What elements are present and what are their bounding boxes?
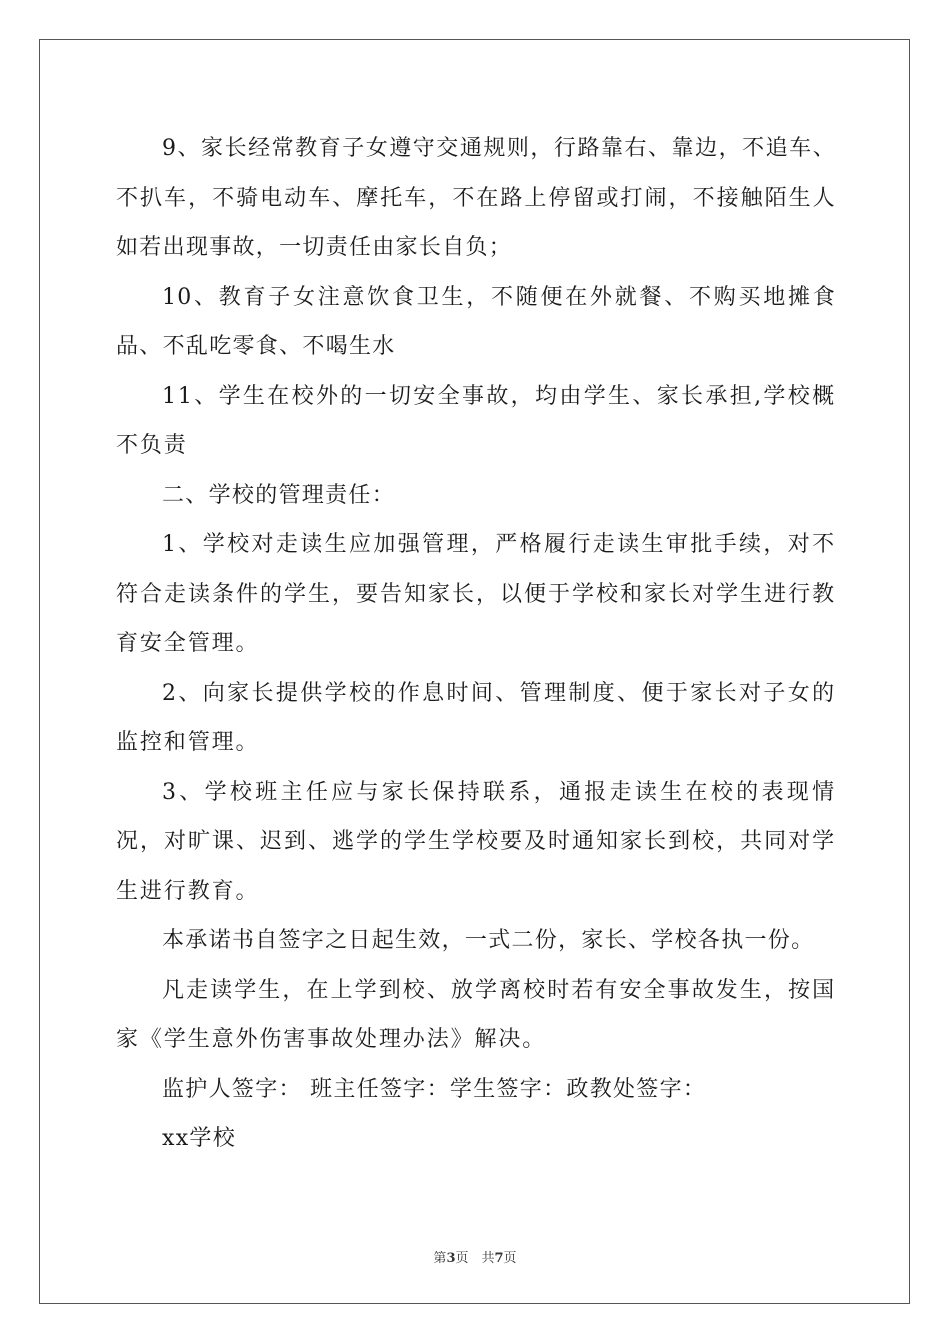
paragraph-item-11: 11、学生在校外的一切安全事故，均由学生、家长承担,学校概不负责 bbox=[116, 383, 836, 458]
paragraph-school-item-2: 2、向家长提供学校的作息时间、管理制度、便于家长对子女的监控和管理。 bbox=[116, 680, 836, 755]
paragraph-school-item-1: 1、学校对走读生应加强管理，严格履行走读生审批手续，对不符合走读条件的学生，要告知家长，以便于学校和家长对学生进行教育安全管理。 bbox=[116, 532, 836, 656]
page-footer bbox=[0, 1247, 950, 1266]
paragraph-item-9: 9、家长经常教育子女遵守交通规则，行路靠右、靠边，不追车、不扒车，不骑电动车、摩托车，不在路上停留或打闹，不接触陌生人如若出现事故，一切责任由家长自负； bbox=[116, 136, 836, 260]
signature-line: 监护人签字： 班主任签字：学生签字：政教处签字： bbox=[162, 1076, 707, 1102]
page-suffix: 页 bbox=[503, 1251, 517, 1266]
page-prefix: 第 bbox=[433, 1251, 447, 1266]
school-name: xx学校 bbox=[162, 1126, 237, 1151]
page-mid: 页 共 bbox=[455, 1251, 495, 1266]
paragraph-effective-clause: 本承诺书自签字之日起生效，一式二份，家长、学校各执一份。 bbox=[162, 928, 815, 953]
paragraph-accident-clause: 凡走读学生，在上学到校、放学离校时若有安全事故发生，按国家《学生意外伤害事故处理办法》解决。 bbox=[116, 977, 836, 1052]
paragraph-school-item-3: 3、学校班主任应与家长保持联系，通报走读生在校的表现情况，对旷课、迟到、逃学的学生学校要及时通知家长到校，共同对学生进行教育。 bbox=[116, 779, 836, 904]
paragraph-item-10: 10、教育子女注意饮食卫生，不随便在外就餐、不购买地摊食品、不乱吃零食、不喝生水 bbox=[116, 284, 836, 359]
document-body bbox=[116, 124, 836, 1164]
page-total-number: 7 bbox=[494, 1251, 504, 1266]
page-current-number: 3 bbox=[446, 1251, 456, 1266]
section-heading-school-responsibility: 二、学校的管理责任： bbox=[162, 482, 396, 508]
